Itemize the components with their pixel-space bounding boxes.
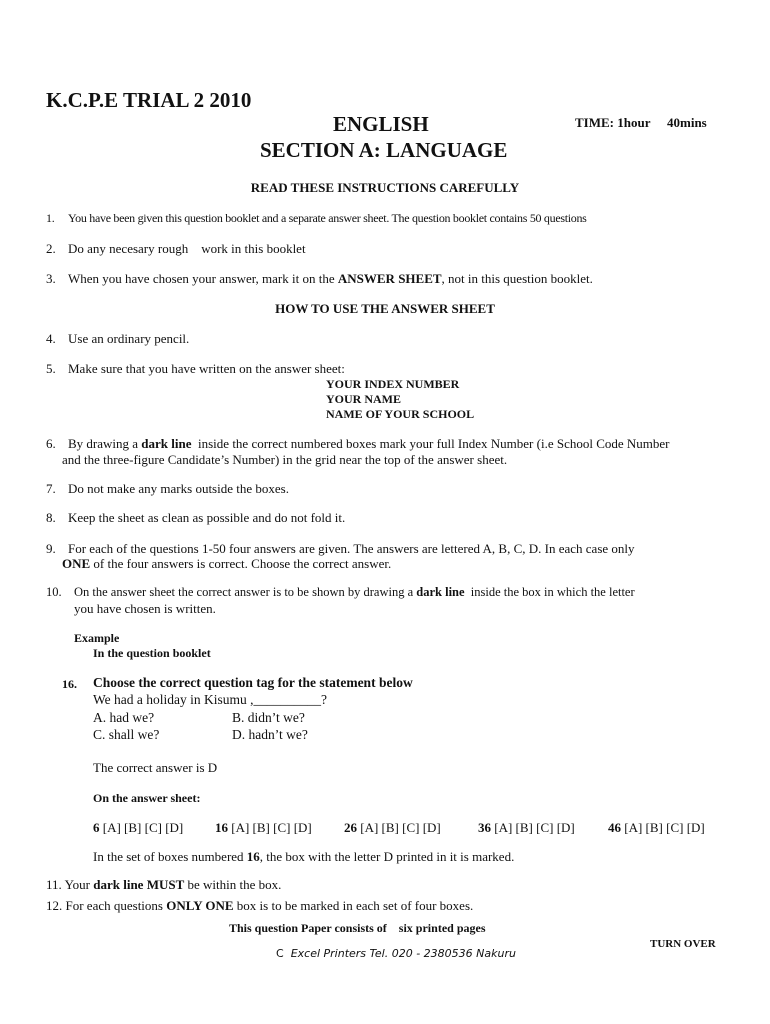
instruction-11-text-after: be within the box. (184, 877, 282, 892)
instruction-6-bold: dark line (141, 436, 192, 451)
example-question-number: 16. (62, 677, 77, 691)
instruction-8-text: Keep the sheet as clean as possible and do not fold it. (68, 510, 346, 525)
time-label: TIME: 1hour (575, 115, 651, 130)
box-set-letters: [A] [B] [C] [D] (621, 820, 705, 835)
list-index-number: YOUR INDEX NUMBER (326, 377, 460, 391)
example-question-text: Choose the correct question tag for the statement below (93, 675, 413, 690)
instruction-3-bold: ANSWER SHEET (337, 271, 442, 286)
box-set-36 (478, 820, 575, 836)
pages-note: This question Paper consists of six printed pages (229, 921, 486, 935)
set-explanation-number: 16 (246, 849, 260, 864)
instruction-9-num: 9. (46, 541, 56, 556)
instruction-7-num: 7. (46, 481, 56, 496)
correct-answer-note: The correct answer is D (93, 760, 218, 775)
box-set-letters: [A] [B] [C] [D] (491, 820, 575, 835)
instruction-12-text-after: box is to be marked in each set of four boxes. (233, 898, 474, 913)
instruction-11-num: 11. (46, 877, 62, 892)
box-set-6 (93, 820, 183, 836)
box-set-letters: [A] [B] [C] [D] (228, 820, 312, 835)
instruction-3 (46, 271, 593, 287)
section-title: SECTION A: LANGUAGE (260, 138, 508, 162)
instruction-4-num: 4. (46, 331, 56, 346)
instruction-6-line2: and the three-figure Candidate’s Number) in the grid near the top of the answer sheet. (62, 452, 508, 467)
option-b: B. didn’t we? (232, 710, 305, 725)
instruction-8 (46, 510, 345, 526)
set-explanation (93, 849, 514, 865)
instruction-1-num: 1. (46, 211, 55, 225)
example-sublabel: In the question booklet (93, 646, 211, 660)
instruction-10-text-after: inside the box in which the letter (464, 585, 635, 599)
subject-title: ENGLISH (333, 112, 429, 136)
instruction-6 (46, 436, 670, 452)
instruction-10-num: 10. (46, 585, 62, 599)
time-mins: 40mins (667, 115, 707, 130)
instruction-6-text: By drawing a (68, 436, 142, 451)
turn-over: TURN OVER (650, 938, 716, 950)
instruction-4 (46, 331, 189, 347)
box-set-letters: [A] [B] [C] [D] (99, 820, 184, 835)
footer (276, 947, 516, 960)
example-statement: We had a holiday in Kisumu ,__________? (93, 692, 328, 707)
instruction-10-text: On the answer sheet the correct answer is to be shown by drawing a (74, 585, 417, 599)
instruction-3-text-after: , not in this question booklet. (441, 271, 593, 286)
instruction-7-text: Do not make any marks outside the boxes. (68, 481, 289, 496)
instruction-11-bold: dark line MUST (93, 877, 185, 892)
instruction-9-bold: ONE (62, 556, 91, 571)
instruction-11-text: Your (64, 877, 94, 892)
instruction-5-text: Make sure that you have written on the answer sheet: (68, 361, 345, 376)
set-explanation-text-after: , the box with the letter D printed in it is marked. (259, 849, 515, 864)
box-set-46 (608, 820, 705, 836)
instruction-9-text: For each of the questions 1-50 four answers are given. The answers are lettered A, B, C, D. In each case only (68, 541, 635, 556)
instruction-3-text: When you have chosen your answer, mark it on the (68, 271, 338, 286)
box-set-number: 6 (93, 820, 100, 835)
option-c: C. shall we? (93, 727, 160, 742)
instruction-10-bold: dark line (416, 585, 465, 599)
answer-sheet-heading: HOW TO USE THE ANSWER SHEET (275, 301, 495, 316)
instruction-9 (46, 541, 635, 557)
exam-title: K.C.P.E TRIAL 2 2010 (46, 88, 252, 112)
box-set-number: 46 (608, 820, 621, 835)
instruction-2-text: Do any necesary rough work in this booklet (68, 241, 306, 256)
box-set-number: 26 (344, 820, 357, 835)
instruction-2-num: 2. (46, 241, 56, 256)
instruction-8-num: 8. (46, 510, 56, 525)
option-a: A. had we? (93, 710, 155, 725)
instruction-5-num: 5. (46, 361, 56, 376)
instruction-3-num: 3. (46, 271, 56, 286)
instruction-1 (46, 211, 587, 226)
instruction-12 (46, 898, 473, 914)
box-set-letters: [A] [B] [C] [D] (357, 820, 441, 835)
instruction-2 (46, 241, 306, 257)
option-d: D. hadn’t we? (232, 727, 308, 742)
box-set-16 (215, 820, 312, 836)
box-set-26 (344, 820, 441, 836)
box-set-number: 36 (478, 820, 491, 835)
box-set-number: 16 (215, 820, 228, 835)
instruction-11 (46, 877, 281, 893)
instruction-12-bold: ONLY ONE (166, 898, 234, 913)
instruction-6-text-after: inside the correct numbered boxes mark your full Index Number (i.e School Code Number (191, 436, 670, 451)
on-answer-sheet-label: On the answer sheet: (93, 791, 201, 805)
example-label: Example (74, 631, 120, 645)
list-name: YOUR NAME (326, 392, 401, 406)
copyright-symbol: C (276, 947, 284, 960)
instruction-7 (46, 481, 289, 497)
set-explanation-text: In the set of boxes numbered (93, 849, 247, 864)
instruction-9-line2-text: of the four answers is correct. Choose the correct answer. (90, 556, 392, 571)
instructions-heading: READ THESE INSTRUCTIONS CAREFULLY (250, 180, 520, 195)
instruction-12-text: For each questions (65, 898, 167, 913)
instruction-12-num: 12. (46, 898, 63, 913)
instruction-1-text: You have been given this question booklet and a separate answer sheet. The question booklet contains 50 questions (68, 211, 587, 225)
instruction-5 (46, 361, 345, 377)
instruction-6-num: 6. (46, 436, 56, 451)
list-school-name: NAME OF YOUR SCHOOL (326, 407, 475, 421)
instruction-9-line2 (62, 556, 391, 572)
instruction-10-line2: you have chosen is written. (74, 601, 216, 616)
instruction-10 (46, 585, 635, 600)
printer-info: Excel Printers Tel. 020 - 2380536 Nakuru (290, 947, 516, 960)
instruction-4-text: Use an ordinary pencil. (68, 331, 190, 346)
